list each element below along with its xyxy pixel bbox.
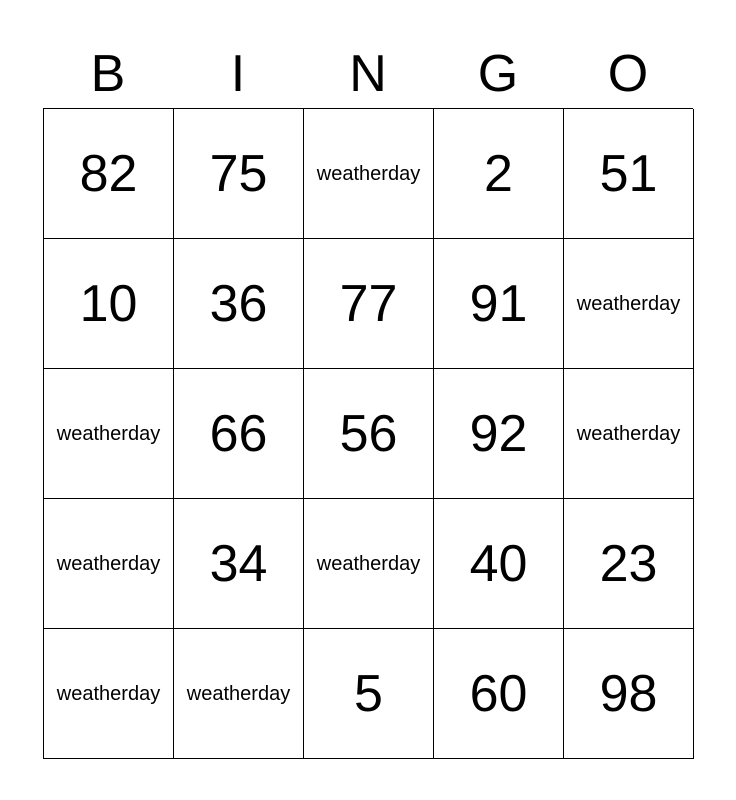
- bingo-cell[interactable]: weatherday: [44, 499, 174, 629]
- bingo-cell[interactable]: 36: [174, 239, 304, 369]
- bingo-cell[interactable]: 77: [304, 239, 434, 369]
- bingo-card: [43, 40, 693, 759]
- bingo-cell[interactable]: 60: [434, 629, 564, 759]
- bingo-cell[interactable]: weatherday: [304, 499, 434, 629]
- bingo-cell[interactable]: 5: [304, 629, 434, 759]
- bingo-cell[interactable]: 23: [564, 499, 694, 629]
- bingo-cell[interactable]: 40: [434, 499, 564, 629]
- bingo-cell[interactable]: 92: [434, 369, 564, 499]
- bingo-cell[interactable]: weatherday: [174, 629, 304, 759]
- bingo-cell[interactable]: 51: [564, 109, 694, 239]
- header-letter-o: O: [607, 45, 649, 103]
- bingo-cell[interactable]: weatherday: [564, 239, 694, 369]
- bingo-cell[interactable]: 34: [174, 499, 304, 629]
- bingo-header: [43, 40, 693, 108]
- bingo-cell[interactable]: 75: [174, 109, 304, 239]
- bingo-cell[interactable]: weatherday: [564, 369, 694, 499]
- bingo-cell[interactable]: 82: [44, 109, 174, 239]
- bingo-cell[interactable]: weatherday: [304, 109, 434, 239]
- bingo-grid: [43, 108, 693, 759]
- bingo-cell[interactable]: 66: [174, 369, 304, 499]
- header-letter-b: B: [90, 45, 126, 103]
- bingo-cell[interactable]: 10: [44, 239, 174, 369]
- bingo-cell[interactable]: 91: [434, 239, 564, 369]
- header-letter-g: G: [477, 45, 519, 103]
- bingo-cell[interactable]: 56: [304, 369, 434, 499]
- bingo-cell[interactable]: 98: [564, 629, 694, 759]
- bingo-cell[interactable]: 2: [434, 109, 564, 239]
- header-letter-n: N: [349, 45, 387, 103]
- bingo-cell[interactable]: weatherday: [44, 369, 174, 499]
- header-letter-i: I: [230, 45, 246, 103]
- bingo-cell[interactable]: weatherday: [44, 629, 174, 759]
